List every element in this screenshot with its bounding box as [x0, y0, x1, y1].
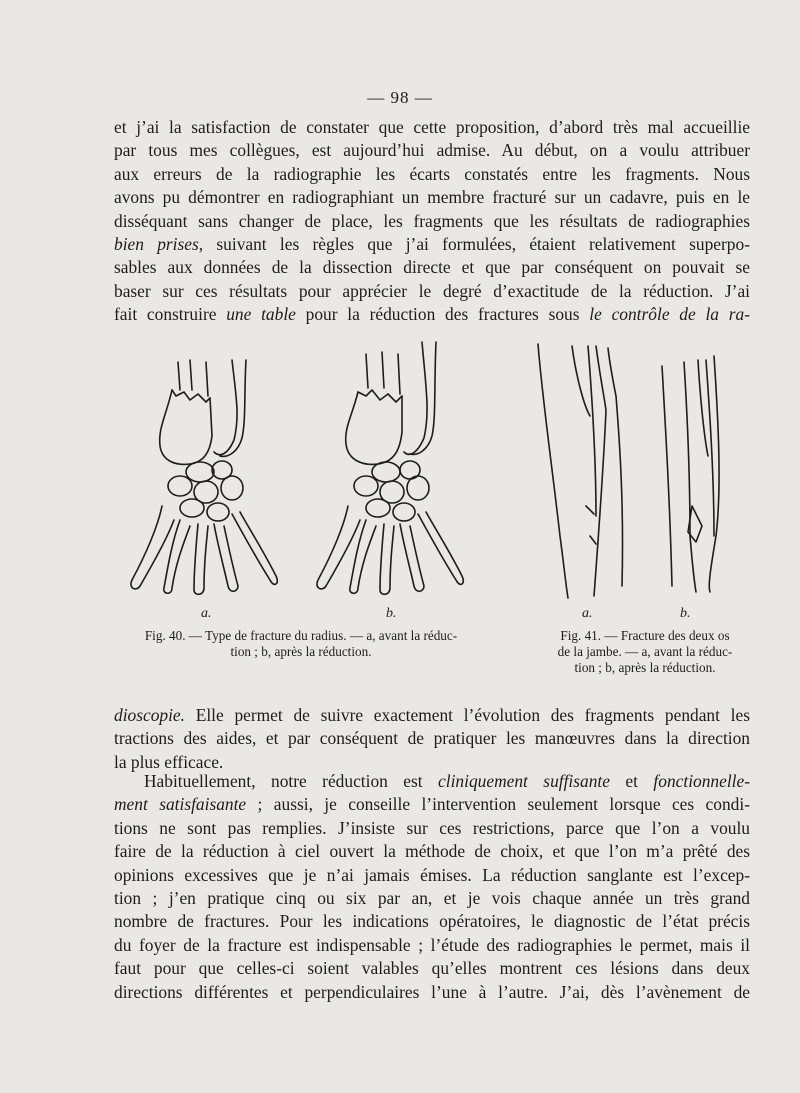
text-line: tion ; j’en pratique cinq ou six par an, et je vois chaque année un très grand [114, 887, 750, 908]
italic-text: dioscopie. [114, 705, 185, 725]
figure-40-label-b: b. [386, 606, 397, 621]
caption-line: tion ; b, après la réduction. [230, 644, 372, 659]
text-line [114, 704, 750, 727]
text: Habituellement, notre réduction est [144, 771, 439, 791]
figure-41-label-a: a. [582, 606, 593, 621]
figure-40-label-a: a. [201, 606, 212, 621]
text: fait construire [114, 304, 227, 325]
text: Elle permet de suivre exactement l’évolution des fragments pendant les [185, 705, 750, 725]
caption-line: Fig. 40. — Type de fracture du radius. — a, avant la réduc- [144, 628, 458, 643]
text-line: avons pu démontrer en radiographiant un membre fracturé sur un cadavre, puis en le [114, 187, 750, 208]
page-number: — 98 — [367, 88, 433, 107]
text-line: et j’ai la satisfaction de constater que cette proposition, d’abord très mal accueillie [114, 117, 750, 137]
text-line: sables aux données de la dissection directe et que par conséquent on pouvait se [114, 257, 750, 278]
italic-text: cliniquement suffisante [438, 771, 610, 791]
caption-line: de la jambe. — a, avant la réduc- [557, 644, 733, 659]
text: pour la réduction des fractures sous [295, 304, 590, 325]
text-line: disséquant sans changer de place, les fragments que les résultats de radiographies [114, 210, 750, 231]
figure-41-caption [536, 628, 754, 676]
figures-area [110, 336, 760, 621]
text-line: la plus efficace. [114, 751, 224, 772]
text: , suivant les règles que j’ai formulées, étaient relativement superpo- [198, 233, 750, 254]
text-line [114, 233, 750, 256]
leg-illustration-a [538, 344, 623, 598]
italic-text: ment satisfaisante [114, 794, 247, 815]
caption-line: Fig. 41. — Fracture des deux os [560, 628, 730, 643]
italic-text: bien prises [114, 233, 199, 254]
paragraph-1 [114, 116, 750, 327]
text-line: aux erreurs de la radiographie les écarts constatés entre les fragments. Nous [114, 163, 750, 184]
bone-illustrations [110, 336, 760, 616]
wrist-illustration-a [131, 360, 277, 594]
text-line: du foyer de la fracture est indispensable ; l’étude des radiographies le permet, mais il [114, 934, 750, 955]
text-line: opinions excessives que je n’ai jamais émises. La réduction sanglante est l’excep- [114, 864, 750, 885]
text-line: nombre de fractures. Pour les indications opératoires, le diagnostic de l’état précis [114, 911, 750, 932]
text-line [114, 770, 750, 793]
text-line: tractions des aides, et par conséquent de pratiquer les manœuvres dans la direction [114, 728, 750, 749]
text-line: faire de la réduction à ciel ouvert la méthode de choix, et que l’on m’a prêté des [114, 841, 750, 862]
wrist-illustration-b [317, 342, 463, 594]
text: et [609, 771, 654, 791]
text-line: tions ne sont pas remplies. J’insiste sur ces restrictions, parce que l’on a voulu [114, 817, 750, 838]
paragraph-3 [114, 770, 750, 1004]
figure-41-label-b: b. [680, 606, 691, 621]
text-line: baser sur ces résultats pour apprécier le degré d’exactitude de la réduction. J’ai [114, 280, 750, 301]
caption-line: tion ; b, après la réduction. [574, 660, 716, 675]
text-line [114, 303, 750, 326]
italic-text: une table [226, 304, 296, 325]
figure-40-caption [114, 628, 488, 660]
text-line: par tous mes collègues, est aujourd’hui admise. Au début, on a voulu attribuer [114, 140, 750, 161]
text-line [114, 793, 750, 816]
text-line: directions différentes et perpendiculaires l’une à l’autre. J’ai, dès l’avènement de [114, 981, 750, 1002]
italic-text: fonctionnelle- [653, 771, 751, 791]
paragraph-2 [114, 704, 750, 774]
leg-illustration-b [662, 356, 719, 592]
italic-text: le contrôle de la ra- [589, 304, 751, 325]
text-line: faut pour que celles-ci soient valables qu’elles montrent ces lésions dans deux [114, 958, 750, 979]
text: ; aussi, je conseille l’intervention seulement lorsque ces condi- [246, 794, 750, 815]
